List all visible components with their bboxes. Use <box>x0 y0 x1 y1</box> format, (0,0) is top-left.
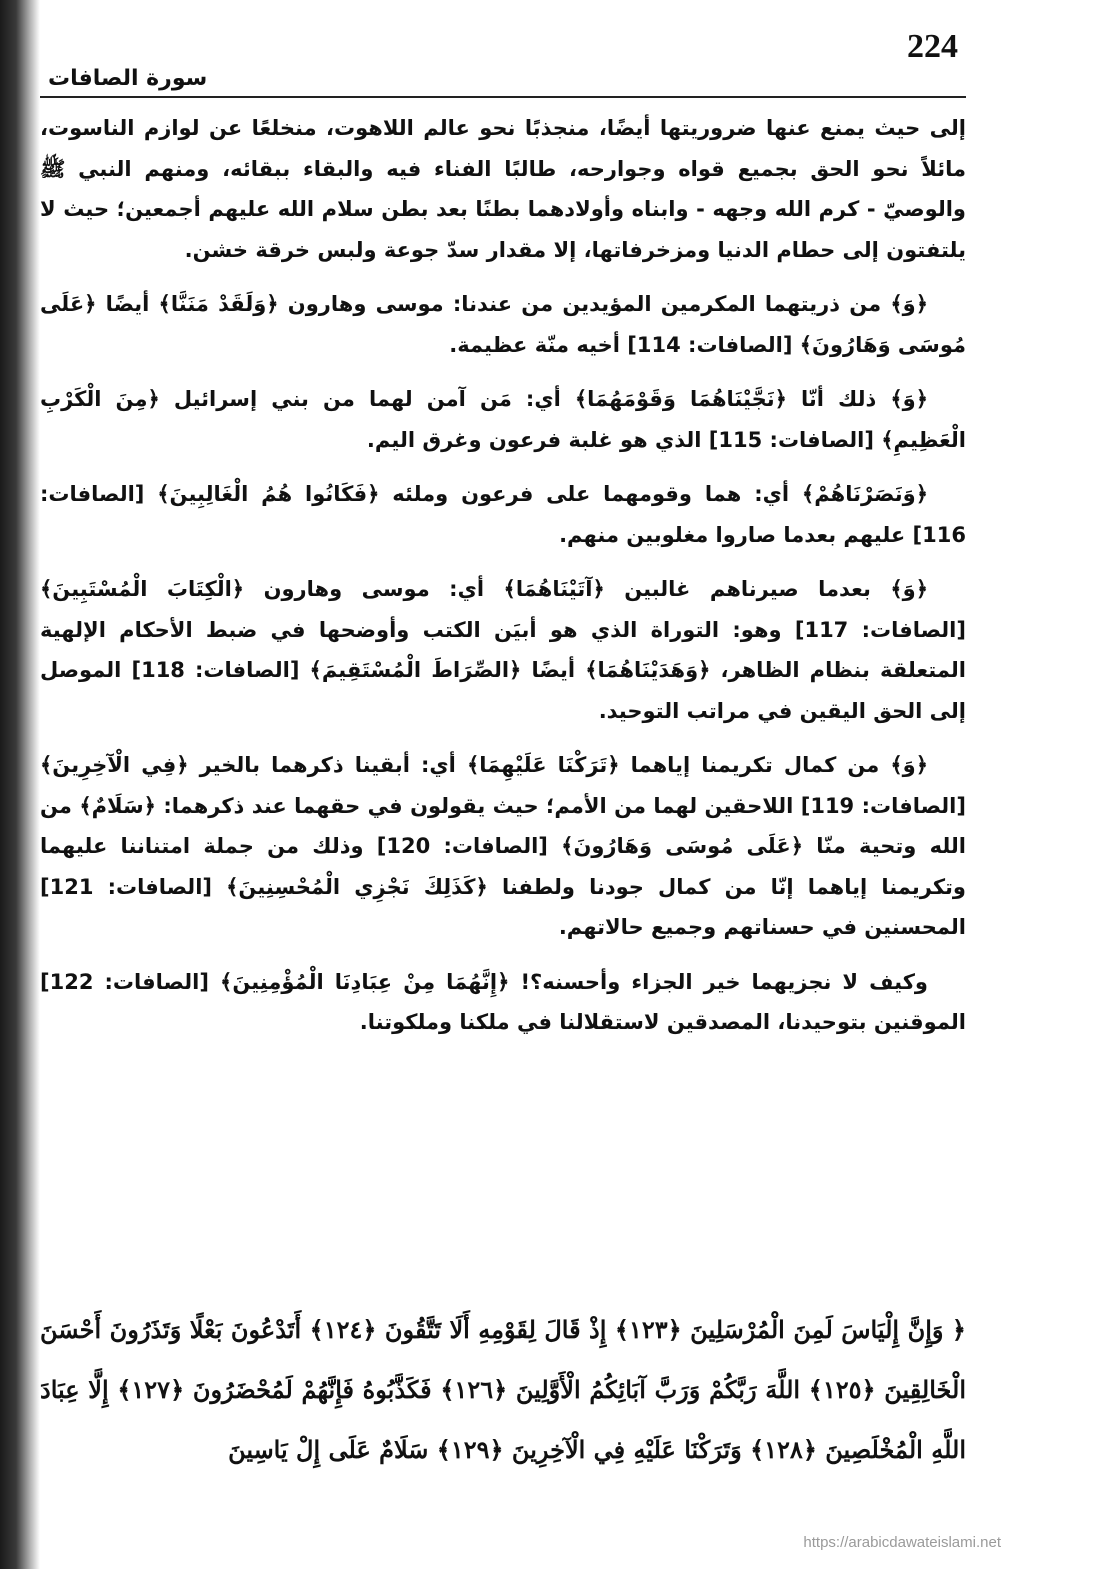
paragraph-1: إلى حيث يمنع عنها ضروريتها أيضًا، منجذبًا نحو عالم اللاهوت، منخلعًا عن لوازم الناسوت، مائلاً نحو الحق بجميع قواه وجوارحه، طالبًا الفناء فيه والبقاء ببقائه، ومنهم النبي ﷺ والوصيّ - كرم الله وجهه - وابناه وأولادهما بطنًا بعد بطن سلام الله عليهم أجمعين؛ حيث لا يلتفتون إلى حطام الدنيا ومزخرفاتها، إلا مقدار سدّ جوعة ولبس خرقة خشن. <box>40 116 966 262</box>
paragraph-7: وكيف لا نجزيهما خير الجزاء وأحسنه؟! ﴿إِنَّهُمَا مِنْ عِبَادِنَا الْمُؤْمِنِينَ﴾ [الصافات: 122] الموقنين بتوحيدنا، المصدقين لاستقلالنا في ملكنا وملكوتنا. <box>40 969 966 1034</box>
page-header <box>40 24 966 94</box>
paragraph-2: ﴿وَ﴾ من ذريتهما المكرمين المؤيدين من عندنا: موسى وهارون ﴿وَلَقَدْ مَنَنَّا﴾ أيضًا ﴿عَلَى مُوسَى وَهَارُونَ﴾ [الصافات: 114] أخيه منّة عظيمة. <box>40 292 966 357</box>
paragraph-6: ﴿وَ﴾ من كمال تكريمنا إياهما ﴿تَرَكْنَا عَلَيْهِمَا﴾ أي: أبقينا ذكرهما بالخير ﴿فِي الْآخِرِينَ﴾ [الصافات: 119] اللاحقين لهما من الأمم؛ حيث يقولون في حقهما عند ذكرهما: ﴿سَلَامٌ﴾ من الله وتحية منّا ﴿عَلَى مُوسَى وَهَارُونَ﴾ [الصافات: 120] وذلك من جملة امتناننا عليهما وتكريمنا إياهما إنّا من كمال جودنا ولطفنا ﴿كَذَلِكَ نَجْزِي الْمُحْسِنِينَ﴾ [الصافات: 121] المحسنين في حسناتهم وجميع حالاتهم. <box>40 753 966 939</box>
surah-title: سورة الصافات <box>48 66 208 91</box>
paragraph-3: ﴿وَ﴾ ذلك أنّا ﴿نَجَّيْنَاهُمَا وَقَوْمَهُمَا﴾ أي: مَن آمن لهما من بني إسرائيل ﴿مِنَ الْكَرْبِ الْعَظِيمِ﴾ [الصافات: 115] الذي هو غلبة فرعون وغرق اليم. <box>40 387 966 452</box>
paragraph-4: ﴿وَنَصَرْنَاهُمْ﴾ أي: هما وقومهما على فرعون وملئه ﴿فَكَانُوا هُمُ الْغَالِبِينَ﴾ [الصافات: 116] عليهم بعدما صاروا مغلوبين منهم. <box>40 482 966 547</box>
quran-verses-block: ﴿ وَإِنَّ إِلْيَاسَ لَمِنَ الْمُرْسَلِينَ ﴿١٢٣﴾ إِذْ قَالَ لِقَوْمِهِ أَلَا تَتَّقُونَ ﴿١٢٤﴾ أَتَدْعُونَ بَعْلًا وَتَذَرُونَ أَحْسَنَ الْخَالِقِينَ ﴿١٢٥﴾ اللَّهَ رَبَّكُمْ وَرَبَّ آبَائِكُمُ الْأَوَّلِينَ ﴿١٢٦﴾ فَكَذَّبُوهُ فَإِنَّهُمْ لَمُحْضَرُونَ ﴿١٢٧﴾ إِلَّا عِبَادَ اللَّهِ الْمُخْلَصِينَ ﴿١٢٨﴾ وَتَرَكْنَا عَلَيْهِ فِي الْآخِرِينَ ﴿١٢٩﴾ سَلَامٌ عَلَى إِلْ يَاسِينَ <box>40 1315 966 1464</box>
source-watermark: https://arabicdawateislami.net <box>803 1534 1001 1551</box>
commentary-body <box>40 108 966 1057</box>
paragraph-5: ﴿وَ﴾ بعدما صيرناهم غالبين ﴿آتَيْنَاهُمَا﴾ أي: موسى وهارون ﴿الْكِتَابَ الْمُسْتَبِينَ﴾ [الصافات: 117] وهو: التوراة الذي هو أبيَن الكتب وأوضحها في ضبط الأحكام الإلهية المتعلقة بنظام الظاهر، ﴿وَهَدَيْنَاهُمَا﴾ أيضًا ﴿الصِّرَاطَ الْمُسْتَقِيمَ﴾ [الصافات: 118] الموصل إلى الحق اليقين في مراتب التوحيد. <box>40 577 966 723</box>
header-divider <box>40 96 966 98</box>
page-number: 224 <box>907 28 958 65</box>
scan-shadow-edge <box>0 0 40 1569</box>
